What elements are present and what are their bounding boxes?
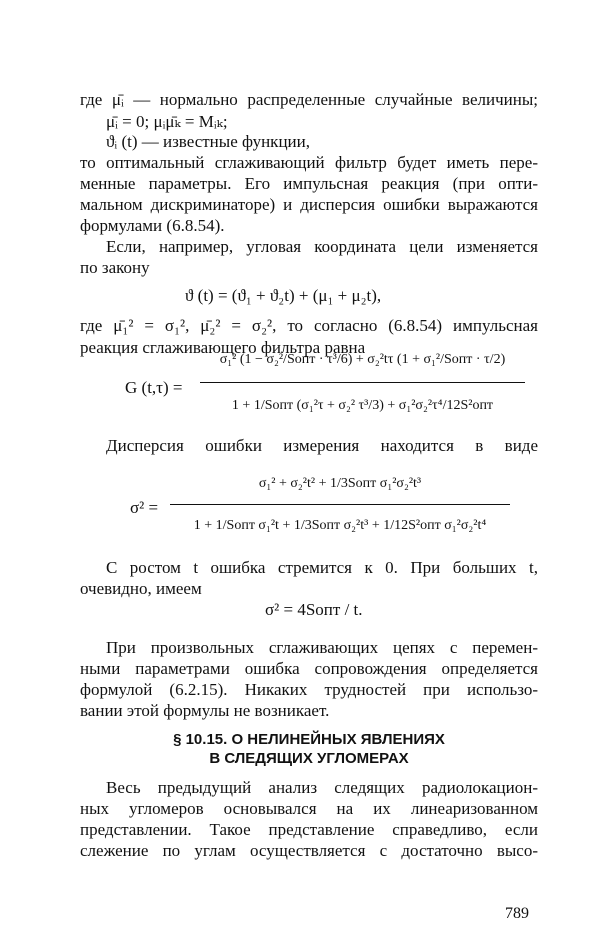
equation-lhs: G (t,τ) = — [125, 378, 183, 397]
text-line-22: слежение по углам осуществляется с достаточно высо- — [80, 841, 538, 860]
section-heading-line-1: § 10.15. О НЕЛИНЕЙНЫХ ЯВЛЕНИЯХ — [173, 731, 445, 748]
text-line-19: Весь предыдущий анализ следящих радиолокацион- — [106, 778, 538, 797]
fraction-numerator: σ₁² + σ₂²t² + 1/3Sопт σ₁²σ₂²t³ — [258, 476, 422, 491]
text-line-10: где μ̄₁² = σ₁², μ̄₂² = σ₂², то согласно (6.8.54) импульсная — [80, 316, 538, 335]
text-line-13: С ростом t ошибка стремится к 0. При больших t, — [106, 558, 538, 577]
fraction-numerator: σ₁² (1 − σ₂²/Sопт · τ³/6) + σ₂²tτ (1 + σ₁²/Sопт · τ/2) — [219, 352, 506, 367]
text-line-5: менные параметры. Его импульсная реакция (при опти- — [80, 174, 538, 193]
text-line-3: ϑᵢ (t) — известные функции, — [106, 132, 310, 151]
text-line-9: по закону — [80, 258, 150, 277]
text-line-15: При произвольных сглаживающих цепях с перемен- — [106, 638, 538, 657]
text-line-16: ными параметрами ошибка сопровождения определяется — [80, 659, 538, 678]
text-line-6: мальном дискриминаторе) и дисперсия ошибки выражаются — [80, 195, 538, 214]
equation-lhs: σ² = — [130, 498, 159, 517]
fraction-bar — [170, 504, 510, 505]
equation-variance — [130, 470, 510, 550]
text-line-20: ных угломеров основывался на их линеаризованном — [80, 799, 538, 818]
fraction-bar — [200, 382, 525, 383]
fraction-denominator: 1 + 1/Sопт (σ₁²τ + σ₂² τ³/3) + σ₁²σ₂²τ⁴/12S²опт — [231, 398, 494, 413]
equation-theta: ϑ (t) = (ϑ₁ + ϑ₂t) + (μ₁ + μ₂t), — [185, 286, 382, 305]
section-heading-line-2: В СЛЕДЯЩИХ УГЛОМЕРАХ — [209, 750, 409, 767]
text-line-18: вании этой формулы не возникает. — [80, 701, 330, 720]
text-line-8: Если, например, угловая координата цели изменяется — [106, 237, 538, 256]
page-number: 789 — [505, 905, 529, 922]
text-line-14: очевидно, имеем — [80, 579, 202, 598]
text-line-4: то оптимальный сглаживающий фильтр будет иметь пере- — [80, 153, 538, 172]
text-line-17: формулой (6.2.15). Никаких трудностей при использо- — [80, 680, 538, 699]
fraction-denominator: 1 + 1/Sопт σ₁²t + 1/3Sопт σ₂²t³ + 1/12S²опт σ₁²σ₂²t⁴ — [193, 518, 487, 533]
text-line-7: формулами (6.8.54). — [80, 216, 225, 235]
text-line-1: где μ̄ᵢ — нормально распределенные случайные величины; — [80, 90, 538, 109]
text-line-21: представлении. Такое представление справедливо, если — [80, 820, 538, 839]
text-line-11: реакция сглаживающего фильтра равна — [80, 338, 366, 357]
text-line-2: μ̄ᵢ = 0; μᵢμ̄ₖ = Mᵢₖ; — [106, 112, 228, 131]
equation-limit: σ² = 4Sопт / t. — [265, 600, 363, 619]
text-line-12: Дисперсия ошибки измерения находится в виде — [106, 436, 538, 455]
equation-impulse-response — [125, 350, 525, 430]
